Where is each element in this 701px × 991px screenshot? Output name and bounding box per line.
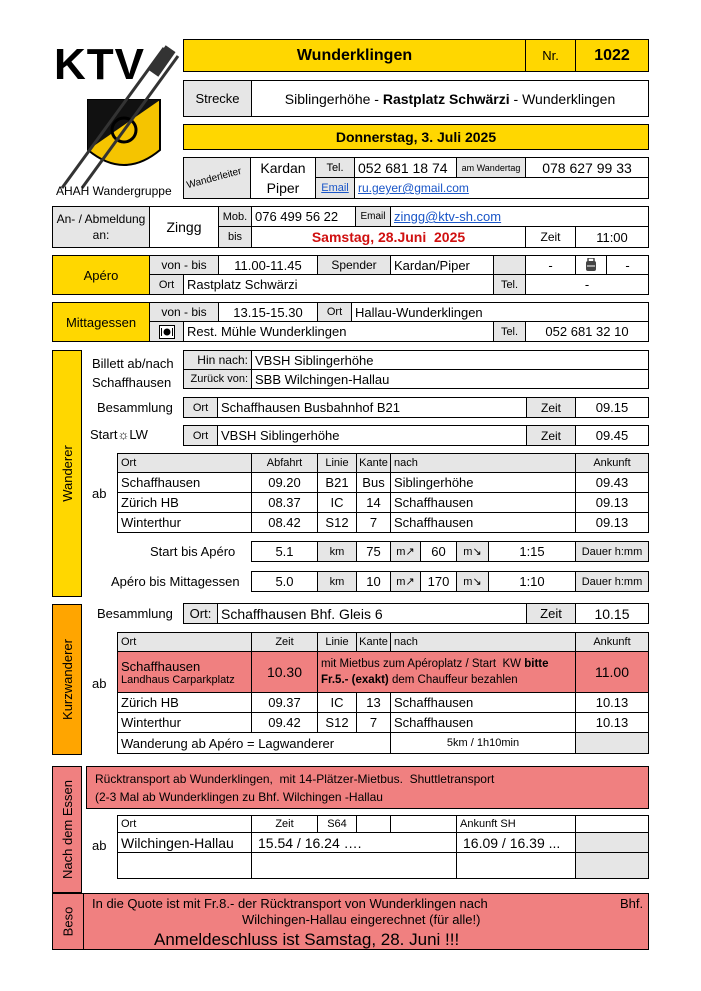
kurz-r1-ort-sub: Landhaus Carparkplatz [121, 673, 235, 686]
mittag-label: Mittagessen [52, 302, 150, 342]
wanderer-ab: ab [92, 486, 107, 501]
strecke-label: Strecke [183, 80, 252, 117]
table-row-linie: B21 [317, 472, 357, 493]
hike-date: Donnerstag, 3. Juli 2025 [183, 124, 649, 150]
route-mid: Rastplatz Schwärzi [382, 90, 510, 107]
kurz-row-ankunft: 10.13 [575, 712, 649, 733]
apero-dash-1: - [525, 255, 576, 275]
leg2-down: 170 [420, 571, 457, 592]
table-row-nach: Siblingerhöhe [390, 472, 576, 493]
anmeldung-label [52, 206, 150, 248]
th-abfahrt: Abfahrt [251, 453, 318, 473]
start-ort-label: Ort [183, 425, 218, 446]
club-subtitle: AHAH Wandergruppe [56, 184, 172, 198]
leg2-down-label: m↘ [456, 571, 489, 592]
table-row-nach: Schaffhausen [390, 492, 576, 513]
deadline-zeit: 11:00 [575, 226, 649, 248]
beso-text-1b: Bhf. [620, 896, 644, 911]
kurz-row-ort: Zürich HB [117, 692, 252, 713]
route-start: Siblingerhöhe - [284, 90, 383, 107]
kurz-row-ort: Winterthur [117, 712, 252, 733]
nr-label: Nr. [525, 39, 576, 72]
mittag-icon-box [149, 321, 184, 342]
nach-empty-2 [251, 852, 457, 879]
apero-vonbis-label: von - bis [149, 255, 219, 275]
beso-label: Beso [60, 906, 76, 937]
table-row-abfahrt: 09.20 [251, 472, 318, 493]
nach-empty-3 [456, 852, 576, 879]
club-name: KTV [54, 40, 145, 89]
beso-box [83, 893, 649, 950]
bes-zeit-label: Zeit [526, 397, 576, 418]
leg1-km: 5.1 [251, 541, 318, 562]
kurz-row-nach: Schaffhausen [390, 692, 576, 713]
hike-title: Wunderklingen [183, 39, 526, 72]
beso-section-label [52, 893, 84, 950]
spender-label: Spender [317, 255, 391, 275]
route [251, 80, 649, 117]
bis-label: bis [218, 226, 252, 248]
kurz-r1-zeit: 10.30 [251, 651, 318, 693]
leg1-km-label: km [317, 541, 357, 562]
leg1-up: 75 [356, 541, 391, 562]
hin-label: Hin nach: [183, 350, 252, 370]
leader-names [250, 157, 316, 199]
bes-zeit: 09.15 [575, 397, 649, 418]
anmeldung-email[interactable]: zingg@ktv-sh.com [390, 206, 649, 227]
beso-deadline: Anmeldeschluss ist Samstag, 28. Juni !!! [154, 930, 460, 949]
anmeldung-email-label: Email [355, 206, 391, 227]
nach-empty-4 [575, 852, 649, 879]
kurz-row-zeit: 09.42 [251, 712, 318, 733]
kurz-row-zeit: 09.37 [251, 692, 318, 713]
leader-tel-label: Tel. [315, 157, 355, 178]
anmeldung-label-2: an: [92, 228, 110, 242]
table-row-kante: 14 [356, 492, 391, 513]
restaurant-icon [159, 325, 175, 339]
kurz-th-ort: Ort [117, 632, 252, 652]
bes-ort: Schaffhausen Busbahnhof B21 [217, 397, 527, 418]
apero-ort: Rastplatz Schwärzi [183, 274, 494, 295]
mittag-tel-label: Tel. [493, 321, 526, 342]
leader-name-2: Piper [266, 180, 300, 196]
leader-tel: 052 681 18 74 [354, 157, 457, 178]
kurz-r1-ort [117, 651, 252, 693]
th-ankunft: Ankunft [575, 453, 649, 473]
kurz-bes-ort: Schaffhausen Bhf. Gleis 6 [217, 603, 527, 624]
nach-note-1: Rücktransport ab Wunderklingen, mit 14-Plätzer-Mietbus. Shuttletransport [95, 771, 495, 786]
leg2-up: 10 [356, 571, 391, 592]
route-end: - Wunderklingen [509, 90, 616, 107]
nach-th-linie: S64 [317, 815, 357, 833]
leg2-dauer: 1:10 [488, 571, 576, 592]
leg1-dauer: 1:15 [488, 541, 576, 562]
table-row-kante: 7 [356, 512, 391, 533]
nach-ab: ab [92, 838, 107, 853]
leader-email-label[interactable]: Email [315, 177, 355, 199]
kurz-th-zeit: Zeit [251, 632, 318, 652]
apero-spender: Kardan/Piper [390, 255, 494, 275]
leg1-down: 60 [420, 541, 457, 562]
kurz-ab: ab [92, 676, 107, 691]
lagwanderer-distance: 5km / 1h10min [390, 732, 576, 754]
mob-label: Mob. [218, 206, 252, 227]
kurz-row-nach: Schaffhausen [390, 712, 576, 733]
leg1-label: Start bis Apéro [150, 544, 236, 559]
apero-tel-label: Tel. [493, 274, 526, 295]
anmeldung-deadline: Samstag, 28.Juni 2025 [251, 226, 526, 248]
nach-note-2: (2-3 Mal ab Wunderklingen zu Bhf. Wilchingen -Hallau [95, 789, 383, 804]
anmeldung-label-1: An- / Abmeldung [56, 212, 146, 226]
table-row-ankunft: 09.13 [575, 492, 649, 513]
table-row-ankunft: 09.13 [575, 512, 649, 533]
kurz-bes-zeit: 10.15 [575, 603, 649, 624]
start-ort: VBSH Siblingerhöhe [217, 425, 527, 446]
billett-line-2: Schaffhausen [92, 375, 172, 390]
leg1-up-label: m↗ [390, 541, 421, 562]
leg2-km-label: km [317, 571, 357, 592]
apero-vonbis: 11.00-11.45 [218, 255, 318, 275]
apero-dash-2: - [606, 255, 649, 275]
table-row-ort: Winterthur [117, 512, 252, 533]
start-zeit: 09.45 [575, 425, 649, 446]
kurz-besammlung-label: Besammlung [97, 606, 173, 621]
kurz-row-ankunft: 10.13 [575, 692, 649, 713]
nach-ankunft: 16.09 / 16.39 ... [456, 832, 576, 853]
kurz-r1-nach-c: Fr.5.- (exakt) [321, 674, 389, 686]
apero-tel: - [525, 274, 649, 295]
nach-ort: Wilchingen-Hallau [117, 832, 252, 853]
table-row-ankunft: 09.43 [575, 472, 649, 493]
leg2-km: 5.0 [251, 571, 318, 592]
billett-label [92, 354, 174, 392]
kurz-row-linie: IC [317, 692, 357, 713]
mittag-tel: 052 681 32 10 [525, 321, 649, 342]
start-label: Start☼LW [90, 427, 148, 442]
deadline-zeit-label: Zeit [525, 226, 576, 248]
billett-line-1: Billett ab/nach [92, 356, 174, 371]
table-row-linie: S12 [317, 512, 357, 533]
kurz-r1-ankunft: 11.00 [575, 651, 649, 693]
table-row-ort: Schaffhausen [117, 472, 252, 493]
kurz-r1-nach [317, 651, 576, 693]
kurz-r1-nach-d: dem Chauffeur bezahlen [388, 674, 518, 686]
leg1-dauer-label: Dauer h:mm [575, 541, 649, 562]
kurz-label: Kurzwanderer [59, 639, 75, 720]
mittag-ort: Hallau-Wunderklingen [351, 302, 649, 322]
leader-label: Wanderleiter [185, 165, 243, 191]
kurz-zeit-label: Zeit [526, 603, 576, 624]
th-kante: Kante [356, 453, 391, 473]
th-linie: Linie [317, 453, 357, 473]
nach-zeit: 15.54 / 16.24 …. [251, 832, 457, 853]
am-wandertag-label: am Wandertag [456, 157, 526, 178]
mittag-ort-label: Ort [317, 302, 352, 322]
hike-number: 1022 [575, 39, 649, 72]
leader-email[interactable]: ru.geyer@gmail.com [354, 177, 649, 199]
nach-th-blank-1 [356, 815, 391, 833]
nach-th-zeit: Zeit [251, 815, 318, 833]
backpack-icon [585, 258, 597, 272]
leg2-label: Apéro bis Mittagessen [111, 574, 240, 589]
apero-label: Apéro [52, 255, 150, 295]
club-crest-icon [52, 38, 180, 200]
club-logo [52, 38, 180, 200]
anmeldung-name: Zingg [149, 206, 219, 248]
kurz-r1-nach-b: bitte [524, 658, 549, 670]
kurz-r1-ort-name: Schaffhausen [121, 658, 201, 674]
kurz-r1-nach-a: mit Mietbus zum Apéroplatz / Start KW [321, 658, 525, 670]
nach-label: Nach dem Essen [59, 780, 75, 879]
mittag-vonbis-label: von - bis [149, 302, 219, 322]
nach-section-label [52, 766, 82, 893]
kurz-ort-label: Ort: [183, 603, 218, 624]
kurz-th-linie: Linie [317, 632, 357, 652]
nach-th-ankunft: Ankunft SH [456, 815, 576, 833]
leg1-down-label: m↘ [456, 541, 489, 562]
table-row-linie: IC [317, 492, 357, 513]
leader-label-box [183, 157, 251, 199]
kurz-section-label [52, 604, 82, 755]
table-row-nach: Schaffhausen [390, 512, 576, 533]
nach-blank-4 [575, 832, 649, 853]
apero-bag-box [575, 255, 607, 275]
besammlung-label: Besammlung [97, 400, 173, 415]
table-row-abfahrt: 08.37 [251, 492, 318, 513]
leg2-dauer-label: Dauer h:mm [575, 571, 649, 592]
hin-ticket: VBSH Siblingerhöhe [251, 350, 649, 370]
wanderer-label: Wanderer [59, 445, 75, 502]
mittag-restaurant: Rest. Mühle Wunderklingen [183, 321, 494, 342]
leader-am-tel: 078 627 99 33 [525, 157, 649, 178]
mittag-vonbis: 13.15-15.30 [218, 302, 318, 322]
nach-empty-1 [117, 852, 252, 879]
beso-text-2: Wilchingen-Hallau eingerechnet (für alle!) [242, 912, 481, 927]
nach-th-blank-2 [390, 815, 457, 833]
leg2-up-label: m↗ [390, 571, 421, 592]
kurz-row-kante: 13 [356, 692, 391, 713]
table-row-kante: Bus [356, 472, 391, 493]
lagwanderer-note: Wanderung ab Apéro = Lagwanderer [117, 732, 391, 754]
table-row-abfahrt: 08.42 [251, 512, 318, 533]
kurz-row-kante: 7 [356, 712, 391, 733]
apero-ort-label: Ort [149, 274, 184, 295]
kurz-th-kante: Kante [356, 632, 391, 652]
table-row-ort: Zürich HB [117, 492, 252, 513]
leader-name-1: Kardan [260, 160, 306, 176]
kurz-row-linie: S12 [317, 712, 357, 733]
nach-th-blank-3 [575, 815, 649, 833]
th-nach: nach [390, 453, 576, 473]
apero-spacer [493, 255, 526, 275]
th-ort: Ort [117, 453, 252, 473]
anmeldung-mob: 076 499 56 22 [251, 206, 356, 227]
wanderer-section-label [52, 350, 82, 597]
beso-text-1: In die Quote ist mit Fr.8.- der Rücktransport von Wunderklingen nach [92, 896, 488, 911]
kurz-th-ankunft: Ankunft [575, 632, 649, 652]
nach-note [86, 766, 649, 809]
bes-ort-label: Ort [183, 397, 218, 418]
nach-th-ort: Ort [117, 815, 252, 833]
kurz-th-nach: nach [390, 632, 576, 652]
lagwanderer-spacer [575, 732, 649, 754]
zurueck-label: Zurück von: [183, 369, 252, 389]
start-zeit-label: Zeit [526, 425, 576, 446]
zurueck-ticket: SBB Wilchingen-Hallau [251, 369, 649, 389]
